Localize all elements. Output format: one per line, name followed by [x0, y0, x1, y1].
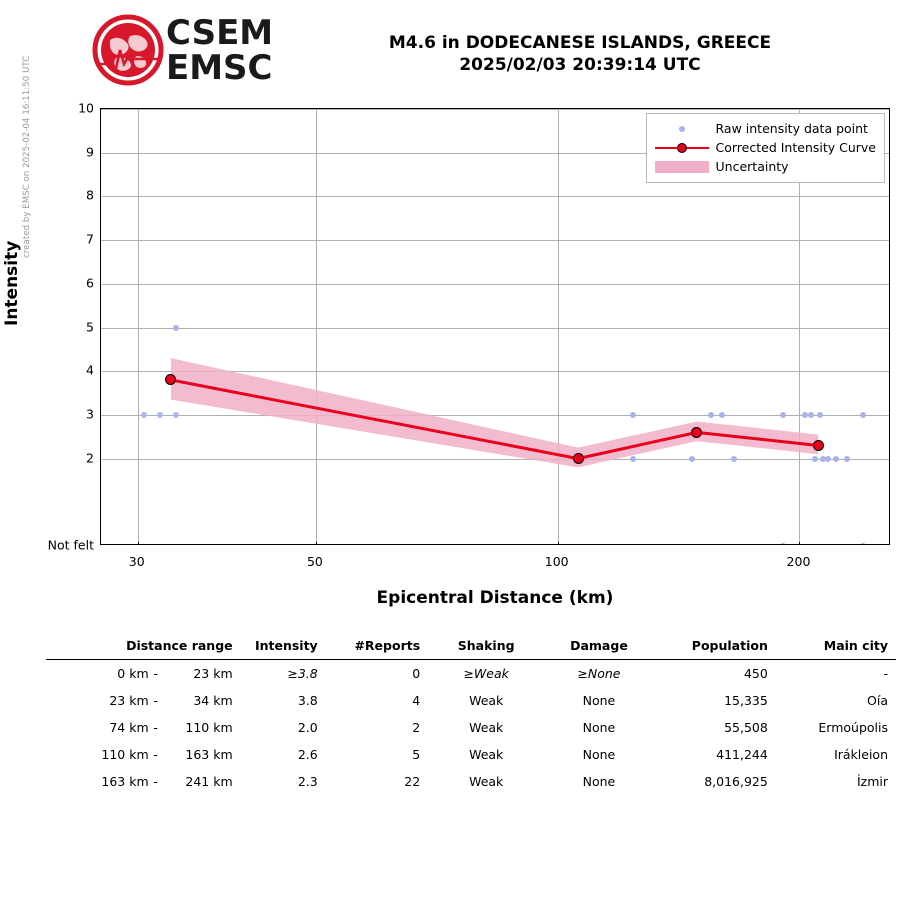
raw-intensity-point [844, 456, 850, 462]
table-row [46, 741, 896, 768]
col-shaking: Shaking [457, 638, 515, 653]
page-title: M4.6 in DODECANESE ISLANDS, GREECE [388, 33, 772, 53]
x-tick-label: 30 [128, 554, 145, 569]
legend-item-curve [655, 138, 876, 157]
col-intensity: Intensity [254, 638, 318, 653]
x-axis-ticks [100, 546, 890, 576]
table-body [46, 660, 896, 796]
chart-legend [646, 113, 885, 183]
raw-intensity-point [630, 456, 636, 462]
table-header-row [46, 636, 896, 660]
raw-intensity-point [860, 543, 866, 545]
logo-line-emsc: EMSC [166, 48, 273, 88]
cell-main-city: İzmir [856, 774, 888, 789]
raw-intensity-point [817, 412, 823, 418]
raw-intensity-point [802, 412, 808, 418]
y-tick-label: 7 [86, 231, 94, 247]
emsc-wordmark [166, 13, 274, 88]
cell-main-city: Ermoúpolis [818, 720, 888, 735]
legend-label-uncertainty: Uncertainty [715, 159, 789, 174]
raw-intensity-point [833, 456, 839, 462]
cell-shaking: Weak [469, 693, 504, 708]
cell-main-city: - [883, 666, 888, 681]
cell-intensity: 3.8 [297, 693, 318, 708]
raw-intensity-point [157, 412, 163, 418]
chart-title-block [270, 32, 890, 76]
x-axis-label: Epicentral Distance (km) [376, 588, 614, 608]
legend-key-curve-icon [655, 141, 709, 155]
col-main-city: Main city [823, 638, 888, 653]
y-tick-label: 6 [86, 275, 94, 291]
col-damage: Damage [570, 638, 628, 653]
y-tick-label: 3 [86, 406, 94, 422]
y-tick-label: 10 [78, 100, 94, 116]
cell-damage: None [582, 747, 616, 762]
x-tick-label: 200 [786, 554, 811, 569]
cell-distance-range: 23 km - 34 km [109, 693, 233, 708]
col-reports: #Reports [354, 638, 421, 653]
raw-intensity-point [780, 543, 786, 545]
table-row [46, 687, 896, 714]
raw-intensity-point [825, 456, 831, 462]
credit-text: created by EMSC on 2025-02-04 16:11:50 UTC [22, 55, 32, 258]
legend-label-curve: Corrected Intensity Curve [715, 140, 876, 155]
y-tick-label: Not felt [47, 537, 94, 553]
cell-shaking: Weak [469, 747, 504, 762]
table-row [46, 660, 896, 688]
y-axis-ticks [0, 100, 100, 553]
curve-marker [691, 427, 702, 438]
cell-intensity: 2.6 [297, 747, 318, 762]
cell-shaking: ≥Weak [463, 666, 509, 681]
cell-damage: None [582, 774, 616, 789]
raw-intensity-point [173, 412, 179, 418]
page-subtitle: 2025/02/03 20:39:14 UTC [459, 55, 701, 75]
cell-population: 8,016,925 [704, 774, 768, 789]
x-tick-label: 50 [306, 554, 323, 569]
intensity-summary-table [46, 636, 896, 795]
cell-population: 411,244 [716, 747, 768, 762]
raw-intensity-point [630, 412, 636, 418]
cell-distance-range: 74 km - 110 km [109, 720, 233, 735]
emsc-globe-icon [92, 14, 164, 86]
y-tick-label: 4 [86, 362, 94, 378]
cell-distance-range: 0 km - 23 km [117, 666, 233, 681]
table-row [46, 768, 896, 795]
x-tick-label: 100 [544, 554, 569, 569]
raw-intensity-point [808, 412, 814, 418]
cell-shaking: Weak [469, 774, 504, 789]
y-tick-label: 2 [86, 450, 94, 466]
col-distance-range: Distance range [126, 638, 233, 653]
y-tick-label: 5 [86, 319, 94, 334]
y-tick-label: 9 [86, 144, 94, 160]
legend-key-uncertainty-icon [655, 160, 709, 174]
cell-damage: ≥None [577, 666, 621, 681]
raw-intensity-point [860, 412, 866, 418]
cell-reports: 5 [412, 747, 421, 762]
cell-intensity: 2.3 [297, 774, 318, 789]
raw-intensity-point [731, 456, 737, 462]
cell-main-city: Irákleion [834, 747, 888, 762]
intensity-plot [100, 108, 890, 545]
cell-intensity: 2.0 [297, 720, 318, 735]
cell-population: 450 [743, 666, 768, 681]
raw-intensity-point [708, 412, 714, 418]
cell-reports: 4 [412, 693, 421, 708]
cell-distance-range: 163 km - 241 km [101, 774, 233, 789]
legend-item-uncertainty [655, 157, 876, 176]
curve-marker [573, 453, 584, 464]
cell-damage: None [582, 693, 616, 708]
raw-intensity-point [141, 412, 147, 418]
cell-damage: None [582, 720, 616, 735]
cell-reports: 0 [412, 666, 421, 681]
legend-item-raw [655, 119, 876, 138]
y-tick-label: 8 [86, 187, 94, 203]
raw-intensity-point [812, 456, 818, 462]
y-axis-label: Intensity [2, 240, 22, 326]
table-row [46, 714, 896, 741]
cell-shaking: Weak [469, 720, 504, 735]
legend-label-raw: Raw intensity data point [715, 121, 868, 136]
raw-intensity-point [173, 325, 179, 331]
cell-distance-range: 110 km - 163 km [101, 747, 233, 762]
raw-intensity-point [780, 412, 786, 418]
emsc-logo [92, 12, 274, 90]
cell-population: 55,508 [724, 720, 768, 735]
cell-main-city: Oía [867, 693, 888, 708]
curve-marker [165, 374, 176, 385]
raw-intensity-point [689, 456, 695, 462]
cell-reports: 22 [404, 774, 421, 789]
curve-marker [813, 440, 824, 451]
logo-line-csem: CSEM [166, 13, 274, 53]
legend-key-raw-point-icon [655, 122, 709, 136]
cell-reports: 2 [412, 720, 421, 735]
cell-population: 15,335 [724, 693, 768, 708]
raw-intensity-point [719, 412, 725, 418]
col-population: Population [691, 638, 768, 653]
cell-intensity: ≥3.8 [287, 666, 318, 681]
